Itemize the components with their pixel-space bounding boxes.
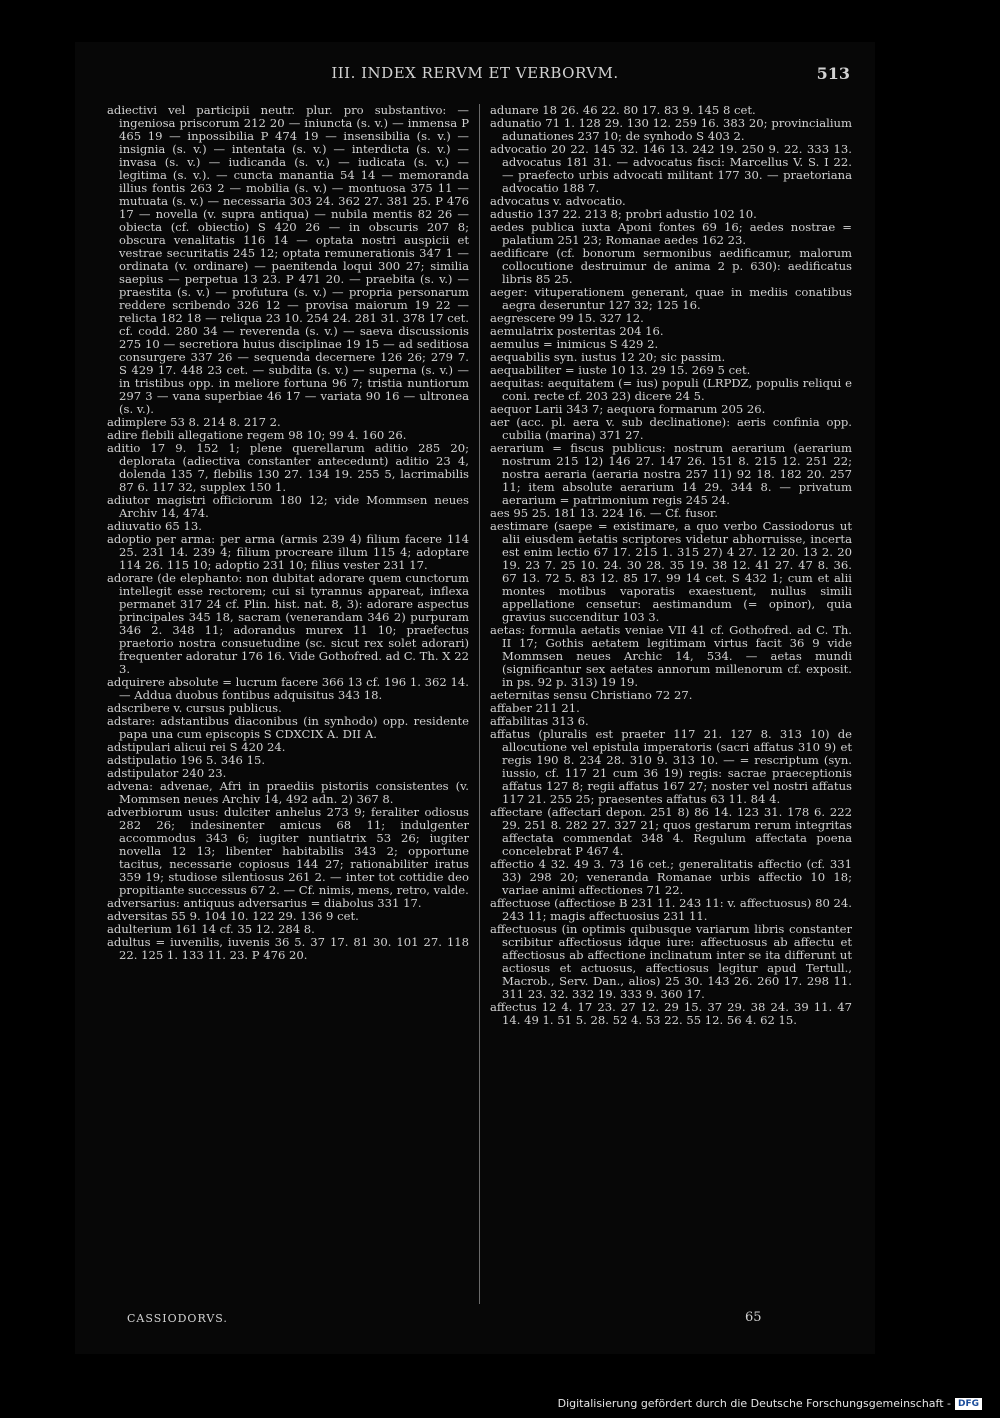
index-entry: adquirere absolute = lucrum facere 366 13 cf. 196 1. 362 14. — Addua duobus fontibus adquisitus 343 18. [107, 675, 469, 702]
index-entry: aerarium = fiscus publicus: nostrum aerarium (aerarium nostrum 215 12) 146 27. 147 26. 151 8. 215 12. 251 22; nostra aeraria (aeraria nostra 257 11) 92 18. 182 20. 257 11; item absolute aerarium 14 29. 344 8. — privatum aerarium = patrimonium regis 245 24. [490, 441, 852, 507]
index-entry: affabilitas 313 6. [490, 714, 589, 728]
index-entry: adire flebili allegatione regem 98 10; 99 4. 160 26. [107, 428, 407, 442]
index-entry: advocatio 20 22. 145 32. 146 13. 242 19. 250 9. 22. 333 13. advocatus 181 31. — advocatus fisci: Marcellus V. S. I 22. — praefecto urbis advocati militant 177 30. — praetoriana advocatio 188 7. [490, 142, 852, 195]
signature-mark: CASSIODORVS. [127, 1312, 228, 1325]
index-entry: adversitas 55 9. 104 10. 122 29. 136 9 cet. [107, 909, 359, 923]
index-entry: adorare (de elephanto: non dubitat adorare quem cunctorum intellegit esse rectorem; cui si tyrannus appareat, inflexa permanet 317 24 cf. Plin. hist. nat. 8, 3): adorare aspectus principales 345 18, sacram (venerandam 346 2) purpuram 346 2. 348 11; adorandus murex 11 10; praefectus praetorio nostra consuetudine (sc. sicut rex solet adorari) frequenter adoratur 176 16. Vide Gothofred. ad C. Th. X 22 3. [107, 571, 469, 676]
column-divider [479, 104, 480, 1304]
index-entry: adoptio per arma: per arma (armis 239 4) filium facere 114 25. 231 14. 239 4; filium procreare illum 115 4; adoptare 114 26. 115 10; adoptio 231 10; filius vester 231 17. [107, 532, 469, 572]
index-entry: affectus 12 4. 17 23. 27 12. 29 15. 37 29. 38 24. 39 11. 47 14. 49 1. 51 5. 28. 52 4. 53 22. 55 12. 56 4. 62 15. [490, 1000, 852, 1027]
page-number: 513 [816, 64, 850, 83]
index-entry: adversarius: antiquus adversarius = diabolus 331 17. [107, 896, 422, 910]
index-entry: adstipulatio 196 5. 346 15. [107, 753, 266, 767]
left-column [107, 104, 469, 1304]
index-entry: adverbiorum usus: dulciter anhelus 273 9; feraliter odiosus 282 26; indesinenter amicus 68 11; indulgenter accommodus 343 6; iugiter nuntiatrix 53 26; iugiter novella 12 13; libenter habitabilis 343 2; opportune tacitus, necessarie copiosus 144 27; rationabiliter iratus 359 19; studiose silentiosus 261 2. — inter tot cottidie deo propitiante successus 67 2. — Cf. nimis, mens, retro, valde. [107, 805, 469, 897]
running-header: III. INDEX RERVM ET VERBORVM. [331, 64, 619, 82]
index-entry: affectare (affectari depon. 251 8) 86 14. 123 31. 178 6. 222 29. 251 8. 282 27. 327 21; quos gestarum rerum integritas affectata commendat 348 4. Regulum affectata poena concelebrat P 467 4. [490, 805, 852, 858]
index-entry: aeternitas sensu Christiano 72 27. [490, 688, 693, 702]
index-entry: aequabilis syn. iustus 12 20; sic passim. [490, 350, 726, 364]
credit-text: Digitalisierung gefördert durch die Deutsche Forschungsgemeinschaft - [557, 1397, 951, 1410]
gathering-number: 65 [745, 1310, 762, 1325]
index-entry: aes 95 25. 181 13. 224 16. — Cf. fusor. [490, 506, 718, 520]
index-entry: adstare: adstantibus diaconibus (in synhodo) opp. residente papa una cum episcopis S CDXCIX A. DII A. [107, 714, 469, 741]
index-entry: adimplere 53 8. 214 8. 217 2. [107, 415, 281, 429]
index-entry: adstipulari alicui rei S 420 24. [107, 740, 286, 754]
index-entry: advena: advenae, Afri in praediis pistoriis consistentes (v. Mommsen neues Archiv 14, 492 adn. 2) 367 8. [107, 779, 469, 806]
index-entry: adunatio 71 1. 128 29. 130 12. 259 16. 383 20; provincialium adunationes 237 10; de synhodo S 403 2. [490, 116, 852, 143]
index-entry: aequitas: aequitatem (= ius) populi (LRPDZ, populis reliqui e coni. recte cf. 203 23) dicere 24 5. [490, 376, 852, 403]
index-entry: adscribere v. cursus publicus. [107, 701, 282, 715]
index-entry: affectio 4 32. 49 3. 73 16 cet.; generalitatis affectio (cf. 331 33) 298 20; veneranda Romanae urbis affectio 10 18; variae animi affectiones 71 22. [490, 857, 852, 897]
index-entry: affaber 211 21. [490, 701, 580, 715]
index-entry: affectuose (affectiose B 231 11. 243 11: v. affectuosus) 80 24. 243 11; magis affectuosius 231 11. [490, 896, 852, 923]
document-page [75, 42, 875, 1354]
index-entry: adiectivi vel participii neutr. plur. pro substantivo: — ingeniosa priscorum 212 20 — iniuncta (s. v.) — inmensa P 465 19 — inpossibilia P 474 19 — insensibilia (s. v.) — insignia (s. v.) — intentata (s. v.) — interdicta (s. v.) — invasa (s. v.) — iudicanda (s. v.) — iudicata (s. v.) — legitima (s. v.). — cuncta manantia 54 14 — memoranda illius fontis 263 2 — mobilia (s. v.) — montuosa 375 11 — mutuata (s. v.) — necessaria 303 24. 362 27. 381 25. P 476 17 — novella (v. supra antiqua) — nubila mentis 82 26 — obiecta (cf. obiectio) S 420 26 — in obscuris 207 8; obscura venalitatis 116 14 — optata nostri auspicii et vestrae securitatis 245 12; optata remunerationis 347 1 — ordinata (v. ordinare) — paenitenda loqui 300 27; similia saepius — perpetua 13 23. P 471 20. — praebita (s. v.) — praestita (s. v.) — profutura (s. v.) — propria personarum reddere scribendo 326 12 — provisa maiorum 19 22 — relicta 182 18 — reliqua 23 10. 254 24. 281 31. 378 17 cet. cf. codd. 280 34 — reverenda (s. v.) — saeva discussionis 275 10 — secretiora huius disciplinae 19 15 — ad seditiosa consurgere 337 26 — sequenda decernere 126 26; 279 7. S 429 17. 448 23 cet. — subdita (s. v.) — superna (s. v.) — in tristibus opp. in meliore fortuna 96 7; tristia nuntiorum 297 3 — vana superbiae 46 17 — variata 90 16 — ultronea (s. v.). [107, 104, 469, 416]
index-entry: aemulatrix posteritas 204 16. [490, 324, 664, 338]
index-entry: aedes publica iuxta Aponi fontes 69 16; aedes nostrae = palatium 251 23; Romanae aedes 162 23. [490, 220, 852, 247]
index-entry: aestimare (saepe = existimare, a quo verbo Cassiodorus ut alii eiusdem aetatis scriptores videtur abhorruisse, incerta est enim lectio 67 17. 215 1. 315 27) 4 27. 12 20. 13 2. 20 19. 23 7. 25 10. 24. 30 28. 35 19. 38 12. 41 27. 47 8. 36. 67 13. 72 5. 83 12. 85 17. 99 14 cet. S 432 1; cum et alii montes motibus vaporatis exaestuent, nullus simili appellatione censetur: aestimandum (= opinor), quia gravius succenditur 103 3. [490, 519, 852, 624]
index-entry: aequor Larii 343 7; aequora formarum 205 26. [490, 402, 766, 416]
index-entry: adiutor magistri officiorum 180 12; vide Mommsen neues Archiv 14, 474. [107, 493, 469, 520]
index-entry: aditio 17 9. 152 1; plene querellarum aditio 285 20; deplorata (adiectiva constanter antecedunt) aditio 23 4, dolenda 135 7, flebilis 130 27. 134 19. 255 5, lacrimabilis 87 6. 117 32, supplex 150 1. [107, 441, 469, 494]
index-entry: aeger: vituperationem generant, quae in mediis conatibus aegra deseruntur 127 32; 125 16. [490, 285, 852, 312]
index-entry: adustio 137 22. 213 8; probri adustio 102 10. [490, 207, 757, 221]
index-entry: affatus (pluralis est praeter 117 21. 127 8. 313 10) de allocutione vel epistula imperatoris (sacri affatus 310 9) et regis 190 8. 234 28. 310 9. 313 10. — = rescriptum (syn. iussio, cf. 117 21 cum 36 19) regis: sacrae praeceptionis affatus 127 8; regii affatus 167 27; noster vel nostri affatus 117 21. 255 25; praesentes affatus 63 11. 84 4. [490, 727, 852, 806]
index-entry: adstipulator 240 23. [107, 766, 227, 780]
index-entry: aegrescere 99 15. 327 12. [490, 311, 644, 325]
index-entry: adunare 18 26. 46 22. 80 17. 83 9. 145 8 cet. [490, 104, 756, 117]
index-entry: adulterium 161 14 cf. 35 12. 284 8. [107, 922, 315, 936]
dfg-logo-icon: DFG [955, 1398, 982, 1410]
index-entry: aemulus = inimicus S 429 2. [490, 337, 659, 351]
digitization-credit [558, 1397, 982, 1410]
index-entry: advocatus v. advocatio. [490, 194, 626, 208]
index-entry: aequabiliter = iuste 10 13. 29 15. 269 5 cet. [490, 363, 751, 377]
index-entry: adiuvatio 65 13. [107, 519, 202, 533]
index-entry: affectuosus (in optimis quibusque variarum libris constanter scribitur affectiosus idque iure: affectuosus ab affectu et affectiosus ab affectione inclinatum inter se ita differunt ut actiosus et actuosus, affectiosus legitur apud Tertull., Macrob., Serv. Dan., alios) 25 30. 143 26. 260 17. 298 11. 311 23. 32. 332 19. 333 9. 360 17. [490, 922, 852, 1001]
index-entry: adultus = iuvenilis, iuvenis 36 5. 37 17. 81 30. 101 27. 118 22. 125 1. 133 11. 23. P 476 20. [107, 935, 469, 962]
index-entry: aetas: formula aetatis veniae VII 41 cf. Gothofred. ad C. Th. II 17; Gothis aetatem legitimam virtus facit 36 9 vide Mommsen neues Archic 14, 534. — aetas mundi (significantur sex aetates annorum millenorum cf. exposit. in ps. 92 p. 313) 19 19. [490, 623, 852, 689]
right-column [490, 104, 852, 1304]
index-entry: aedificare (cf. bonorum sermonibus aedificamur, malorum collocutione destruimur de anima 2 p. 630): aedificatus libris 85 25. [490, 246, 852, 286]
index-entry: aer (acc. pl. aera v. sub declinatione): aeris confinia opp. cubilia (marina) 371 27. [490, 415, 852, 442]
